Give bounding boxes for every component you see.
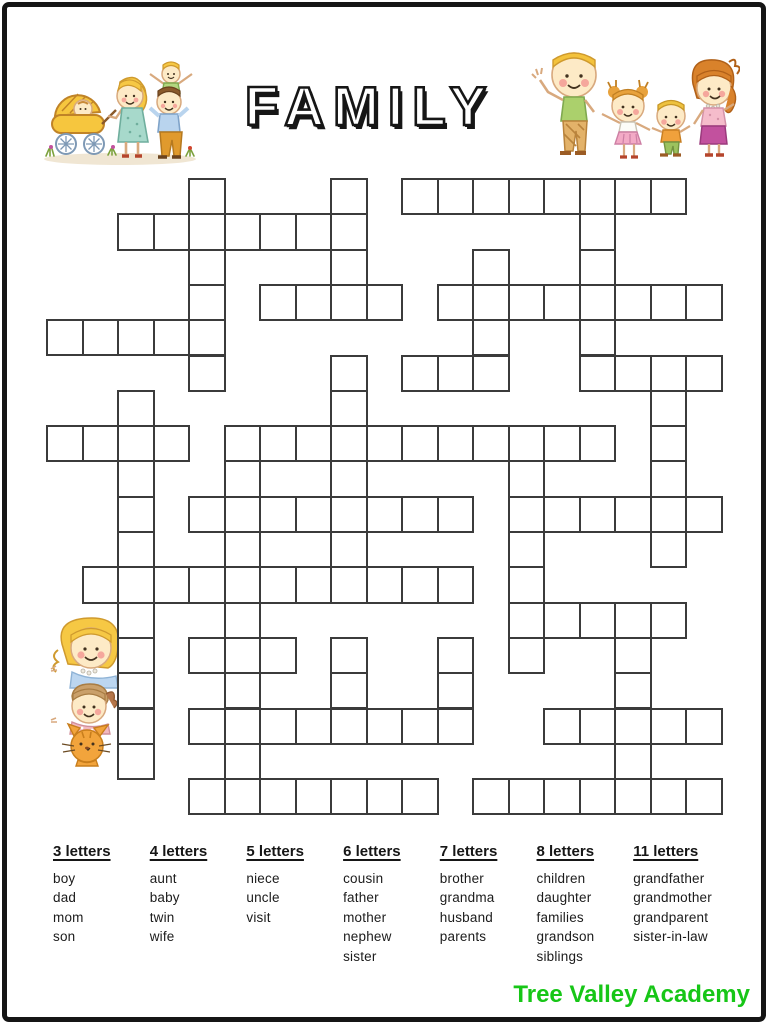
- answer-cell[interactable]: [117, 496, 155, 533]
- answer-cell[interactable]: [685, 355, 723, 392]
- answer-cell[interactable]: [330, 496, 368, 533]
- answer-cell[interactable]: [508, 425, 546, 462]
- answer-cell[interactable]: [579, 178, 617, 215]
- answer-cell[interactable]: [579, 602, 617, 639]
- answer-cell[interactable]: [117, 390, 155, 427]
- brand-text: Tree Valley Academy: [513, 981, 750, 1008]
- answer-cell[interactable]: [259, 425, 297, 462]
- answer-cell[interactable]: [472, 319, 510, 356]
- answer-cell[interactable]: [401, 355, 439, 392]
- answer-cell[interactable]: [650, 602, 688, 639]
- answer-cell[interactable]: [224, 460, 262, 497]
- answer-cell[interactable]: [330, 213, 368, 250]
- word-section-header: 6 letters: [343, 843, 401, 860]
- answer-cell[interactable]: [366, 425, 404, 462]
- word-section-header: 3 letters: [53, 843, 111, 860]
- answer-cell[interactable]: [224, 425, 262, 462]
- word-section-7-letters: [440, 843, 535, 947]
- answer-cell[interactable]: [46, 319, 84, 356]
- answer-cell[interactable]: [543, 425, 581, 462]
- answer-cell[interactable]: [685, 708, 723, 745]
- answer-cell[interactable]: [508, 602, 546, 639]
- answer-cell[interactable]: [579, 708, 617, 745]
- answer-cell[interactable]: [82, 566, 120, 603]
- answer-cell[interactable]: [330, 672, 368, 709]
- answer-cell[interactable]: [295, 213, 333, 250]
- word-item: grandparent: [633, 909, 709, 925]
- answer-cell[interactable]: [579, 319, 617, 356]
- answer-cell[interactable]: [579, 249, 617, 286]
- answer-cell[interactable]: [330, 284, 368, 321]
- word-section-header: 7 letters: [439, 843, 498, 860]
- word-item: dad: [53, 890, 77, 906]
- answer-cell[interactable]: [330, 355, 368, 392]
- answer-cell[interactable]: [188, 355, 226, 392]
- answer-cell[interactable]: [579, 496, 617, 533]
- answer-cell[interactable]: [117, 637, 155, 674]
- answer-cell[interactable]: [117, 708, 155, 745]
- word-item: baby: [149, 890, 180, 906]
- answer-cell[interactable]: [259, 284, 297, 321]
- answer-cell[interactable]: [188, 249, 226, 286]
- word-item: siblings: [536, 948, 584, 964]
- answer-cell[interactable]: [259, 637, 297, 674]
- daughter-figure: [602, 80, 650, 157]
- answer-cell[interactable]: [259, 213, 297, 250]
- answer-cell[interactable]: [614, 178, 652, 215]
- answer-cell[interactable]: [614, 355, 652, 392]
- answer-cell[interactable]: [508, 637, 546, 674]
- answer-cell[interactable]: [330, 460, 368, 497]
- answer-cell[interactable]: [259, 496, 297, 533]
- answer-cell[interactable]: [188, 637, 226, 674]
- answer-cell[interactable]: [508, 178, 546, 215]
- answer-cell[interactable]: [472, 425, 510, 462]
- answer-cell[interactable]: [188, 778, 226, 815]
- answer-cell[interactable]: [330, 425, 368, 462]
- answer-cell[interactable]: [295, 708, 333, 745]
- answer-cell[interactable]: [224, 213, 262, 250]
- page-title: FAMILY: [244, 75, 496, 137]
- answer-cell[interactable]: [117, 743, 155, 780]
- answer-cell[interactable]: [366, 778, 404, 815]
- answer-cell[interactable]: [117, 460, 155, 497]
- answer-cell[interactable]: [224, 672, 262, 709]
- answer-cell[interactable]: [330, 178, 368, 215]
- answer-cell[interactable]: [295, 284, 333, 321]
- father-figure: [532, 53, 596, 153]
- answer-cell[interactable]: [437, 672, 475, 709]
- answer-cell[interactable]: [117, 213, 155, 250]
- word-section-11-letters: [633, 843, 728, 947]
- answer-cell[interactable]: [295, 496, 333, 533]
- word-item: niece: [246, 871, 280, 886]
- answer-cell[interactable]: [650, 425, 688, 462]
- son-figure: [652, 101, 690, 156]
- word-item: daughter: [536, 890, 592, 906]
- answer-cell[interactable]: [508, 531, 546, 568]
- word-item: children: [536, 871, 586, 886]
- answer-cell[interactable]: [188, 284, 226, 321]
- word-item: twin: [149, 909, 175, 925]
- word-item: sister-in-law: [633, 929, 708, 945]
- answer-cell[interactable]: [295, 566, 333, 603]
- answer-cell[interactable]: [46, 425, 84, 462]
- answer-cell[interactable]: [614, 672, 652, 709]
- answer-cell[interactable]: [224, 566, 262, 603]
- answer-cell[interactable]: [153, 213, 191, 250]
- answer-cell[interactable]: [579, 425, 617, 462]
- answer-cell[interactable]: [366, 496, 404, 533]
- answer-cell[interactable]: [685, 778, 723, 815]
- answer-cell[interactable]: [650, 284, 688, 321]
- word-item: parents: [439, 929, 487, 945]
- word-section-3-letters: [53, 843, 148, 947]
- answer-cell[interactable]: [579, 355, 617, 392]
- answer-cell[interactable]: [330, 249, 368, 286]
- answer-cell[interactable]: [579, 284, 617, 321]
- answer-cell[interactable]: [401, 778, 439, 815]
- answer-cell[interactable]: [437, 637, 475, 674]
- answer-cell[interactable]: [330, 778, 368, 815]
- answer-cell[interactable]: [472, 778, 510, 815]
- answer-cell[interactable]: [188, 319, 226, 356]
- answer-cell[interactable]: [614, 708, 652, 745]
- answer-cell[interactable]: [437, 355, 475, 392]
- answer-cell[interactable]: [508, 460, 546, 497]
- answer-cell[interactable]: [472, 355, 510, 392]
- answer-cell[interactable]: [614, 743, 652, 780]
- answer-cell[interactable]: [295, 425, 333, 462]
- answer-cell[interactable]: [437, 708, 475, 745]
- answer-cell[interactable]: [224, 708, 262, 745]
- answer-cell[interactable]: [650, 178, 688, 215]
- answer-cell[interactable]: [259, 566, 297, 603]
- word-section-5-letters: [246, 843, 341, 927]
- answer-cell[interactable]: [188, 708, 226, 745]
- answer-cell[interactable]: [650, 778, 688, 815]
- word-section-header: 5 letters: [246, 843, 304, 860]
- answer-cell[interactable]: [472, 178, 510, 215]
- answer-cell[interactable]: [650, 460, 688, 497]
- answer-cell[interactable]: [153, 319, 191, 356]
- answer-cell[interactable]: [224, 531, 262, 568]
- answer-cell[interactable]: [224, 778, 262, 815]
- word-item: father: [343, 890, 379, 906]
- answer-cell[interactable]: [224, 496, 262, 533]
- answer-cell[interactable]: [188, 566, 226, 603]
- answer-cell[interactable]: [224, 637, 262, 674]
- word-item: mother: [343, 909, 387, 925]
- answer-cell[interactable]: [437, 178, 475, 215]
- word-item: cousin: [343, 871, 384, 886]
- answer-cell[interactable]: [153, 425, 191, 462]
- answer-cell[interactable]: [508, 284, 546, 321]
- answer-cell[interactable]: [579, 778, 617, 815]
- answer-cell[interactable]: [650, 390, 688, 427]
- word-item: mom: [53, 909, 84, 925]
- mom-head: [51, 618, 118, 688]
- answer-cell[interactable]: [437, 496, 475, 533]
- answer-cell[interactable]: [153, 566, 191, 603]
- word-item: aunt: [149, 871, 177, 886]
- answer-cell[interactable]: [188, 213, 226, 250]
- answer-cell[interactable]: [650, 496, 688, 533]
- answer-cell[interactable]: [543, 708, 581, 745]
- answer-cell[interactable]: [437, 425, 475, 462]
- answer-cell[interactable]: [366, 708, 404, 745]
- father-and-boy-figure: [150, 62, 192, 157]
- answer-cell[interactable]: [543, 496, 581, 533]
- answer-cell[interactable]: [437, 566, 475, 603]
- word-section-4-letters: [150, 843, 245, 947]
- answer-cell[interactable]: [366, 566, 404, 603]
- answer-cell[interactable]: [543, 178, 581, 215]
- answer-cell[interactable]: [685, 496, 723, 533]
- answer-cell[interactable]: [685, 284, 723, 321]
- answer-cell[interactable]: [117, 672, 155, 709]
- answer-cell[interactable]: [117, 425, 155, 462]
- word-section-header: 4 letters: [149, 843, 208, 860]
- answer-cell[interactable]: [82, 319, 120, 356]
- answer-cell[interactable]: [401, 566, 439, 603]
- answer-cell[interactable]: [401, 496, 439, 533]
- answer-cell[interactable]: [614, 637, 652, 674]
- answer-cell[interactable]: [401, 178, 439, 215]
- word-item: nephew: [343, 929, 392, 945]
- answer-cell[interactable]: [543, 284, 581, 321]
- answer-cell[interactable]: [224, 602, 262, 639]
- answer-cell[interactable]: [579, 213, 617, 250]
- word-item: grandson: [536, 929, 595, 945]
- answer-cell[interactable]: [330, 531, 368, 568]
- answer-cell[interactable]: [650, 708, 688, 745]
- answer-cell[interactable]: [366, 284, 404, 321]
- answer-cell[interactable]: [614, 496, 652, 533]
- word-section-6-letters: [343, 843, 438, 966]
- answer-cell[interactable]: [508, 566, 546, 603]
- answer-cell[interactable]: [188, 178, 226, 215]
- family-baby-carriage-illustration: [38, 52, 200, 170]
- answer-cell[interactable]: [650, 355, 688, 392]
- word-section-header: 11 letters: [633, 843, 699, 860]
- baby-carriage: [52, 94, 116, 154]
- answer-cell[interactable]: [259, 778, 297, 815]
- answer-cell[interactable]: [614, 778, 652, 815]
- answer-cell[interactable]: [437, 284, 475, 321]
- answer-cell[interactable]: [543, 602, 581, 639]
- answer-cell[interactable]: [472, 249, 510, 286]
- answer-cell[interactable]: [330, 390, 368, 427]
- word-item: visit: [246, 909, 271, 925]
- word-item: boy: [53, 871, 76, 886]
- answer-cell[interactable]: [614, 284, 652, 321]
- mother-figure: [692, 60, 739, 155]
- answer-cell[interactable]: [117, 531, 155, 568]
- word-item: grandmother: [633, 890, 712, 906]
- answer-cell[interactable]: [330, 566, 368, 603]
- answer-cell[interactable]: [401, 425, 439, 462]
- word-item: son: [53, 929, 76, 945]
- answer-cell[interactable]: [224, 743, 262, 780]
- word-item: brother: [439, 871, 484, 886]
- answer-cell[interactable]: [508, 496, 546, 533]
- answer-cell[interactable]: [117, 319, 155, 356]
- answer-cell[interactable]: [650, 531, 688, 568]
- word-item: wife: [149, 929, 175, 945]
- word-item: grandma: [439, 890, 495, 906]
- answer-cell[interactable]: [401, 708, 439, 745]
- word-item: families: [536, 909, 584, 925]
- family-of-four-illustration: [526, 42, 740, 168]
- answer-cell[interactable]: [295, 778, 333, 815]
- answer-cell[interactable]: [330, 708, 368, 745]
- answer-cell[interactable]: [614, 602, 652, 639]
- cat: [62, 724, 111, 766]
- answer-cell[interactable]: [472, 284, 510, 321]
- answer-cell[interactable]: [543, 778, 581, 815]
- word-item: sister: [343, 948, 377, 964]
- mother-figure: [108, 77, 148, 156]
- word-item: husband: [439, 909, 493, 925]
- answer-cell[interactable]: [82, 425, 120, 462]
- answer-cell[interactable]: [188, 496, 226, 533]
- answer-cell[interactable]: [330, 637, 368, 674]
- answer-cell[interactable]: [508, 778, 546, 815]
- word-section-header: 8 letters: [536, 843, 595, 860]
- answer-cell[interactable]: [259, 708, 297, 745]
- word-item: uncle: [246, 890, 280, 906]
- answer-cell[interactable]: [117, 602, 155, 639]
- word-item: grandfather: [633, 871, 705, 886]
- word-section-8-letters: [537, 843, 632, 966]
- answer-cell[interactable]: [117, 566, 155, 603]
